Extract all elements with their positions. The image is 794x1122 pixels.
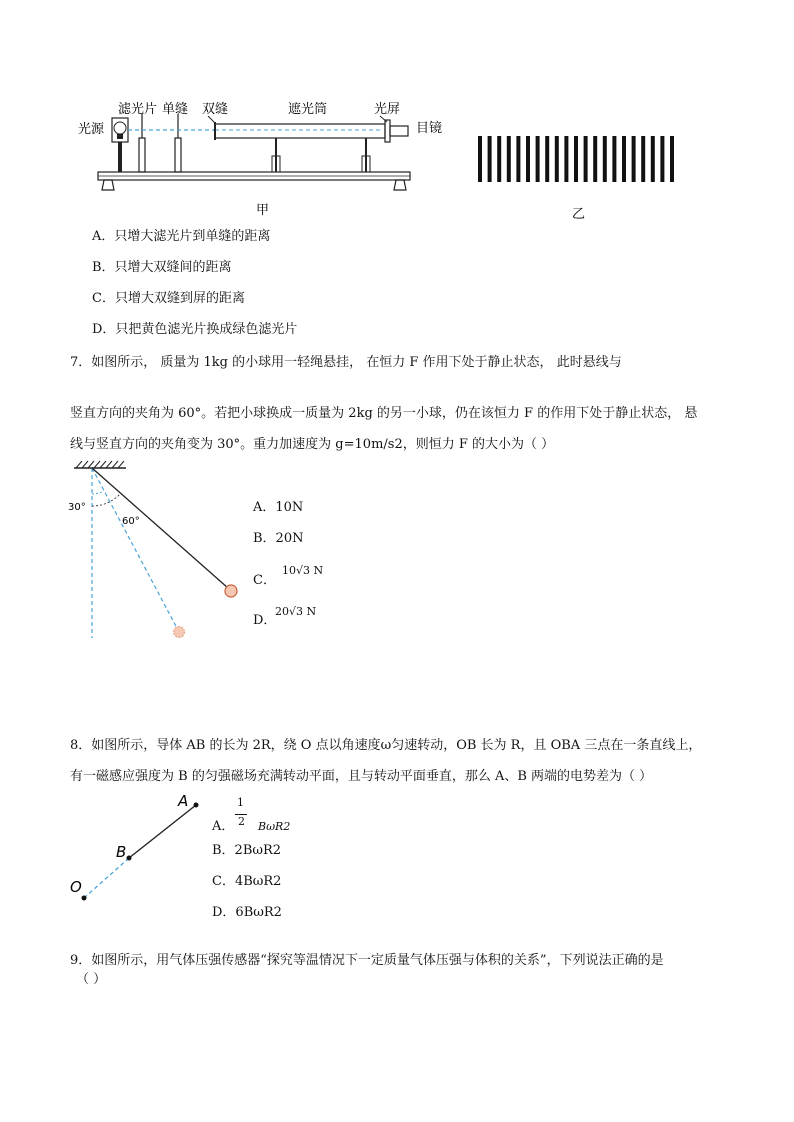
q8-option-b[interactable]: B．2BωR2 xyxy=(212,843,282,858)
fringe-bar xyxy=(507,136,511,182)
fringe-bar xyxy=(584,136,588,182)
fringe-bar xyxy=(488,136,492,182)
q8-option-a-denominator: 2 xyxy=(238,815,245,828)
caption-jia: 甲 xyxy=(256,203,270,218)
q7-option-a[interactable]: A．10N xyxy=(253,500,304,515)
point-b-label: B xyxy=(116,843,127,861)
fringe-bar xyxy=(603,136,607,182)
fringe-bar xyxy=(622,136,626,182)
label-screen: 光屏 xyxy=(374,102,401,117)
q6-option-b[interactable]: B．只增大双缝间的距离 xyxy=(92,260,232,275)
interference-fringes-figure xyxy=(470,130,690,225)
fringe-bar xyxy=(555,136,559,182)
angle-60-label: 60° xyxy=(122,516,140,527)
caption-yi: 乙 xyxy=(572,207,586,222)
angle-30-label: 30° xyxy=(68,502,86,513)
fringe-bar xyxy=(564,136,568,182)
q7-option-d-label: D． xyxy=(253,613,277,628)
q8-stem-line1: 8．如图所示，导体 AB 的长为 2R，绕 O 点以角速度ω匀速转动，OB 长为 R，且 OBA 三点在一条直线上， xyxy=(70,738,702,753)
q7-option-c-value: 10√3 N xyxy=(282,564,324,577)
q7-stem-line3: 线与竖直方向的夹角变为 30°。重力加速度为 g=10m/s2，则恒力 F 的大小为（ ） xyxy=(70,437,555,452)
fringe-bar xyxy=(670,136,674,182)
fringe-pattern xyxy=(478,136,674,182)
q9-stem-line1: 9．如图所示，用气体压强传感器“探究等温情况下一定质量气体压强与体积的关系”，下列说法正确的是 xyxy=(70,953,664,968)
fringe-bar xyxy=(574,136,578,182)
rotating-conductor-figure xyxy=(66,790,206,910)
fringe-bar xyxy=(660,136,664,182)
ball-2kg xyxy=(174,627,185,638)
point-a-label: A xyxy=(178,792,189,810)
q9-stem-line2: （ ） xyxy=(76,972,107,987)
q7-stem-line2: 竖直方向的夹角为 60°。若把小球换成一质量为 2kg 的另一小球，仍在该恒力 F 的作用下处于静止状态， 悬 xyxy=(70,406,698,421)
point-o-label: O xyxy=(70,878,82,896)
fringe-bar xyxy=(651,136,655,182)
label-tube: 遮光筒 xyxy=(288,102,328,117)
q8-stem-line2: 有一磁感应强度为 B 的匀强磁场充满转动平面，且与转动平面垂直，那么 A、B 两端的电势差为（ ） xyxy=(70,769,653,784)
fringe-bar xyxy=(545,136,549,182)
label-eyepiece: 目镜 xyxy=(416,121,443,136)
fringe-bar xyxy=(497,136,501,182)
q8-option-c[interactable]: C．4BωR2 xyxy=(212,874,282,889)
q7-option-d[interactable] xyxy=(253,613,276,629)
label-light-source: 光源 xyxy=(78,122,105,137)
label-filter: 滤光片 xyxy=(118,102,158,117)
fringe-bar xyxy=(593,136,597,182)
pendulum-figure xyxy=(66,458,246,643)
q6-option-d[interactable]: D．只把黄色滤光片换成绿色滤光片 xyxy=(92,322,298,337)
label-single-slit: 单缝 xyxy=(162,102,189,117)
q7-option-c-label: C． xyxy=(253,573,276,588)
ball-1kg xyxy=(225,585,237,597)
q8-option-a-label: A． xyxy=(212,819,235,834)
q7-option-c[interactable] xyxy=(253,573,276,589)
fringe-bar xyxy=(641,136,645,182)
q7-stem-line1: 7．如图所示， 质量为 1kg 的小球用一轻绳悬挂， 在恒力 F 作用下处于静止状态， 此时悬线与 xyxy=(70,355,622,370)
q6-option-c[interactable]: C．只增大双缝到屏的距离 xyxy=(92,291,245,306)
fringe-bar xyxy=(478,136,482,182)
q8-option-d[interactable]: D．6BωR2 xyxy=(212,905,282,920)
fringe-bar xyxy=(612,136,616,182)
fringe-bar xyxy=(632,136,636,182)
double-slit-apparatus-figure xyxy=(78,92,450,222)
q7-option-b[interactable]: B．20N xyxy=(253,531,304,546)
q7-option-d-value: 20√3 N xyxy=(275,605,317,618)
fringe-bar xyxy=(536,136,540,182)
q8-option-a[interactable] xyxy=(212,819,234,835)
q8-option-a-expr: BωR2 xyxy=(258,820,291,833)
q6-option-a[interactable]: A．只增大滤光片到单缝的距离 xyxy=(92,229,271,244)
fringe-bar xyxy=(516,136,520,182)
label-double-slit: 双缝 xyxy=(202,102,229,117)
fringe-bar xyxy=(526,136,530,182)
q8-option-a-numerator: 1 xyxy=(237,796,244,809)
